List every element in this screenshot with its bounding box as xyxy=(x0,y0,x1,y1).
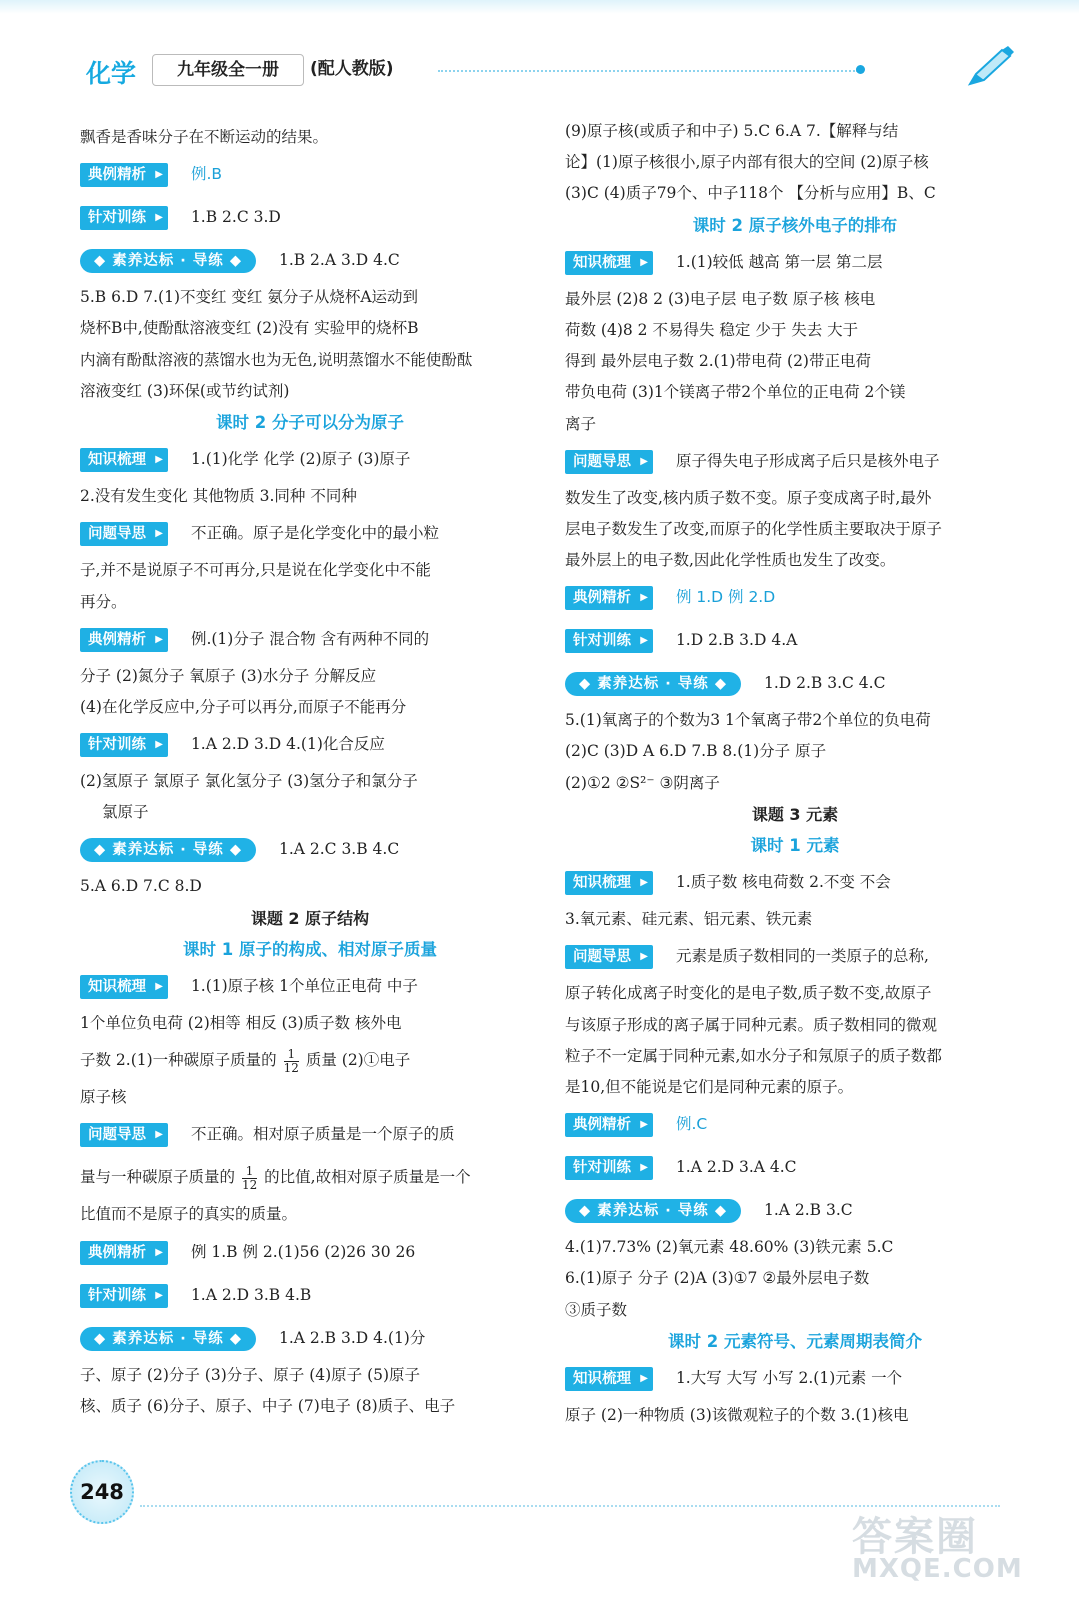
section-tag-wenti: 问题导思 ▶ xyxy=(565,450,653,474)
text-line: 荷数 (4)8 2 不易得失 稳定 少于 失去 大于 xyxy=(565,320,859,339)
text-line: 最外层 (2)8 2 (3)电子层 电子数 原子核 核电 xyxy=(565,289,876,308)
fraction-denominator: 12 xyxy=(283,1060,299,1075)
answer-text: 例.B xyxy=(190,165,222,184)
answer-text: 1.A 2.C 3.B 4.C xyxy=(278,840,400,859)
answer-row xyxy=(565,1103,1025,1146)
text-line: 6.(1)原子 分子 (2)A (3)①7 ②最外层电子数 xyxy=(565,1269,870,1288)
text-segment: 质量 (2)①电子 xyxy=(305,1051,411,1070)
answer-row xyxy=(80,438,540,481)
section-tag-dianli: 典例精析 ▶ xyxy=(565,586,653,610)
answer-row xyxy=(80,1317,540,1360)
answer-row xyxy=(565,440,1025,483)
text-line-with-fraction xyxy=(80,1156,540,1199)
section-tag-zhendui: 针对训练 ▶ xyxy=(565,629,653,653)
answer-row xyxy=(565,1189,1025,1232)
lesson-title: 课时 2 分子可以分为原子 xyxy=(216,412,404,432)
answer-row xyxy=(565,662,1025,705)
section-tag-zhendui: 针对训练 ▶ xyxy=(565,1156,653,1180)
text-line: (4)在化学反应中,分子可以再分,而原子不能再分 xyxy=(80,697,407,716)
answer-row xyxy=(565,1357,1025,1400)
answer-row xyxy=(80,828,540,871)
section-tag-dianli: 典例精析 ▶ xyxy=(80,1241,168,1265)
watermark-text: 答案圈 xyxy=(852,1514,978,1560)
section-tag-wenti: 问题导思 ▶ xyxy=(565,945,653,969)
section-tag-zhendui: 针对训练 ▶ xyxy=(80,1284,168,1308)
text-line: (2)氢原子 氯原子 氯化氢分子 (3)氢分子和氯分子 xyxy=(80,772,418,791)
text-line: (2)C (3)D A 6.D 7.B 8.(1)分子 原子 xyxy=(565,742,827,761)
lesson-title: 课时 1 元素 xyxy=(750,836,840,855)
section-tag-suyang: ◆ 素养达标 · 导练 ◆ xyxy=(565,672,741,696)
text-line: 是10,但不能说是它们是同种元素的原子。 xyxy=(565,1077,854,1096)
answer-text: 例.C xyxy=(675,1115,708,1134)
text-line: 飘香是香味分子在不断运动的结果。 xyxy=(80,128,329,146)
answer-row xyxy=(80,153,540,196)
section-tag-suyang: ◆ 素养达标 · 导练 ◆ xyxy=(80,838,256,862)
answer-row xyxy=(565,619,1025,662)
answer-row xyxy=(565,1146,1025,1189)
text-line: 核、质子 (6)分子、原子、中子 (7)电子 (8)质子、电子 xyxy=(80,1396,456,1415)
answer-row xyxy=(80,512,540,555)
text-line: 原子核 xyxy=(80,1088,127,1107)
section-tag-suyang: ◆ 素养达标 · 导练 ◆ xyxy=(565,1199,741,1223)
text-line: 5.(1)氧离子的个数为3 1个氧离子带2个单位的负电荷 xyxy=(565,711,931,730)
fraction-one-twelfth xyxy=(284,1048,299,1075)
section-tag-dianli: 典例精析 ▶ xyxy=(565,1113,653,1137)
answer-row xyxy=(565,861,1025,904)
section-tag-zhendui: 针对训练 ▶ xyxy=(80,733,168,757)
answer-text: 例.(1)分子 混合物 含有两种不同的 xyxy=(190,629,430,648)
lesson-title: 课时 1 原子的构成、相对原子质量 xyxy=(183,939,437,959)
text-line: 比值而不是原子的真实的质量。 xyxy=(80,1205,298,1224)
section-tag-suyang: ◆ 素养达标 · 导练 ◆ xyxy=(80,1327,256,1351)
answer-text: 1.B 2.A 3.D 4.C xyxy=(278,251,400,270)
fraction-one-twelfth xyxy=(242,1165,257,1192)
answer-text: 不正确。原子是化学变化中的最小粒 xyxy=(190,524,439,543)
text-line: 得到 最外层电子数 2.(1)带电荷 (2)带正电荷 xyxy=(565,352,871,371)
section-tag-dianli: 典例精析 ▶ xyxy=(80,628,168,652)
answer-text: 1.(1)较低 越高 第一层 第二层 xyxy=(675,252,883,271)
answer-text: 1.D 2.B 3.D 4.A xyxy=(675,631,798,650)
answer-row xyxy=(565,241,1025,284)
text-line: 最外层上的电子数,因此化学性质也发生了改变。 xyxy=(565,551,896,570)
answer-row xyxy=(80,965,540,1008)
text-line: (9)原子核(或质子和中子) 5.C 6.A 7.【解释与结 xyxy=(565,122,899,140)
text-line: 5.A 6.D 7.C 8.D xyxy=(80,877,202,896)
watermark-logo xyxy=(852,1505,1023,1584)
text-line: 溶液变红 (3)环保(或节约试剂) xyxy=(80,381,290,400)
section-tag-zhendui: 针对训练 ▶ xyxy=(80,206,168,230)
answer-row xyxy=(80,723,540,766)
answer-text: 例 1.D 例 2.D xyxy=(675,588,776,607)
topic-title: 课题 3 元素 xyxy=(751,804,839,824)
page-number: 248 xyxy=(70,1460,134,1524)
text-line: 粒子不一定属于同种元素,如水分子和氖原子的质子数都 xyxy=(565,1046,942,1065)
section-tag-dianli: 典例精析 ▶ xyxy=(80,163,168,187)
answer-row xyxy=(80,618,540,661)
text-line: 数发生了改变,核内质子数不变。原子变成离子时,最外 xyxy=(565,488,932,507)
answer-text: 1.A 2.D 3.A 4.C xyxy=(675,1158,797,1177)
answer-text: 1.大写 大写 小写 2.(1)元素 一个 xyxy=(675,1368,903,1387)
top-decoration-bar xyxy=(0,0,1079,14)
text-line: 分子 (2)氮分子 氧原子 (3)水分子 分解反应 xyxy=(80,666,377,685)
section-tag-zhishi: 知识梳理 ▶ xyxy=(565,1367,653,1391)
text-line: 与该原子形成的离子属于同种元素。质子数相同的微观 xyxy=(565,1015,938,1034)
answer-text: 1.A 2.B 3.D 4.(1)分 xyxy=(278,1328,426,1347)
answer-row xyxy=(80,1113,540,1156)
answer-row xyxy=(565,576,1025,619)
page-header xyxy=(78,50,1028,90)
text-line: 带负电荷 (3)1个镁离子带2个单位的正电荷 2个镁 xyxy=(565,383,906,402)
header-dot xyxy=(856,65,865,74)
lesson-title: 课时 2 元素符号、元素周期表简介 xyxy=(668,1331,922,1351)
left-column xyxy=(80,122,540,1422)
text-line-with-fraction xyxy=(80,1039,540,1082)
grade-box: 九年级全一册 xyxy=(152,54,304,86)
answer-text: 1.A 2.B 3.C xyxy=(763,1201,853,1220)
header-dotted-line xyxy=(438,70,858,72)
text-line: 层电子数发生了改变,而原子的化学性质主要取决于原子 xyxy=(565,519,942,538)
text-line: 再分。 xyxy=(80,592,127,611)
lesson-title: 课时 2 原子核外电子的排布 xyxy=(692,215,898,235)
answer-text: 1.A 2.D 3.D 4.(1)化合反应 xyxy=(190,735,385,754)
section-tag-wenti: 问题导思 ▶ xyxy=(80,522,168,546)
pen-icon xyxy=(962,44,1022,90)
text-line: ③质子数 xyxy=(565,1300,628,1319)
answer-text: 例 1.B 例 2.(1)56 (2)26 30 26 xyxy=(190,1242,416,1261)
fraction-numerator: 1 xyxy=(245,1163,254,1178)
answer-text: 1.质子数 核电荷数 2.不变 不会 xyxy=(675,873,891,892)
text-segment: 子数 2.(1)一种碳原子质量的 xyxy=(80,1051,277,1070)
section-tag-wenti: 问题导思 ▶ xyxy=(80,1123,168,1147)
answer-text: 1.D 2.B 3.C 4.C xyxy=(763,674,886,693)
text-line: 原子 (2)一种物质 (3)该微观粒子的个数 3.(1)核电 xyxy=(565,1405,909,1424)
text-line: 原子转化成离子时变化的是电子数,质子数不变,故原子 xyxy=(565,984,932,1003)
section-tag-zhishi: 知识梳理 ▶ xyxy=(80,448,168,472)
right-column xyxy=(565,122,1025,1431)
fraction-numerator: 1 xyxy=(287,1046,296,1061)
text-line: 烧杯B中,使酚酞溶液变红 (2)没有 实验甲的烧杯B xyxy=(80,319,419,338)
subject-title: 化学 xyxy=(86,59,137,88)
text-line: 子、原子 (2)分子 (3)分子、原子 (4)原子 (5)原子 xyxy=(80,1365,421,1384)
answer-text: 1.B 2.C 3.D xyxy=(190,208,281,227)
watermark-domain: MXQE.COM xyxy=(852,1554,1023,1584)
answer-row xyxy=(80,239,540,282)
answer-text: 1.(1)原子核 1个单位正电荷 中子 xyxy=(190,977,418,995)
answer-row xyxy=(80,1231,540,1274)
text-line: 论】(1)原子核很小,原子内部有很大的空间 (2)原子核 xyxy=(565,153,929,172)
text-segment: 量与一种碳原子质量的 xyxy=(80,1168,236,1187)
text-line: 子,并不是说原子不可再分,只是说在化学变化中不能 xyxy=(80,561,431,580)
fraction-denominator: 12 xyxy=(241,1177,258,1192)
answer-text: 1.(1)化学 化学 (2)原子 (3)原子 xyxy=(190,450,411,469)
topic-title: 课题 2 原子结构 xyxy=(250,908,370,928)
section-tag-zhishi: 知识梳理 ▶ xyxy=(565,251,653,275)
text-line: 离子 xyxy=(565,414,597,433)
text-line: (3)C (4)质子79个、中子118个 【分析与应用】B、C xyxy=(565,184,936,203)
text-line: (2)①2 ②S²⁻ ③阴离子 xyxy=(565,773,720,792)
answer-text: 1.A 2.D 3.B 4.B xyxy=(190,1285,312,1304)
text-line: 1个单位负电荷 (2)相等 相反 (3)质子数 核外电 xyxy=(80,1014,402,1032)
text-line: 3.氧元素、硅元素、铝元素、铁元素 xyxy=(565,910,813,929)
text-segment: 的比值,故相对原子质量是一个 xyxy=(264,1168,471,1187)
answer-row xyxy=(80,196,540,239)
text-line: 氯原子 xyxy=(102,803,149,822)
section-tag-suyang: ◆ 素养达标 · 导练 ◆ xyxy=(80,249,256,273)
answer-text: 元素是质子数相同的一类原子的总称, xyxy=(675,947,929,966)
text-line: 4.(1)7.73% (2)氧元素 48.60% (3)铁元素 5.C xyxy=(565,1238,894,1257)
text-line: 5.B 6.D 7.(1)不变红 变红 氨分子从烧杯A运动到 xyxy=(80,288,419,307)
edition-label: (配人教版) xyxy=(310,59,394,79)
section-tag-zhishi: 知识梳理 ▶ xyxy=(565,871,653,895)
answer-text: 不正确。相对原子质量是一个原子的质 xyxy=(190,1125,455,1144)
text-line: 2.没有发生变化 其他物质 3.同种 不同种 xyxy=(80,487,357,506)
answer-row xyxy=(80,1274,540,1317)
answer-row xyxy=(565,935,1025,978)
text-line: 内滴有酚酞溶液的蒸馏水也为无色,说明蒸馏水不能使酚酞 xyxy=(80,350,473,369)
section-tag-zhishi: 知识梳理 ▶ xyxy=(80,975,168,999)
answer-text: 原子得失电子形成离子后只是核外电子 xyxy=(675,451,940,470)
